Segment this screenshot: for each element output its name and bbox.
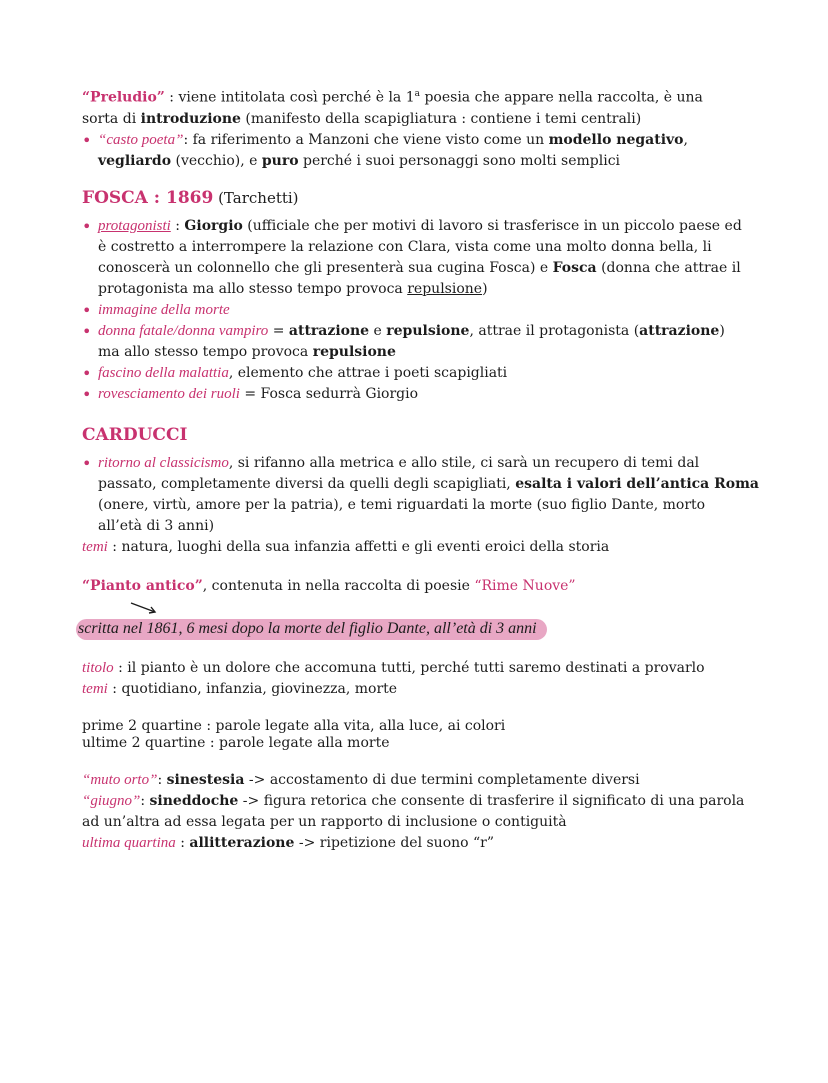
bullet-icon: •: [82, 453, 92, 473]
bold-term: Fosca: [552, 259, 597, 276]
term: ultima quartina: [82, 834, 176, 851]
text: è costretto a interrompere la relazione con Clara, vista come una molto donna bella, li: [98, 238, 712, 255]
text: (vecchio), e: [171, 152, 262, 169]
text: :: [140, 792, 150, 809]
bullet-icon: •: [82, 384, 92, 404]
carducci-heading: CARDUCCI: [82, 424, 188, 445]
bold-term: esalta i valori dell’antica Roma: [515, 475, 759, 492]
text: : natura, luoghi della sua infanzia affetti e gli eventi eroici della storia: [107, 538, 610, 555]
text: :: [157, 771, 167, 788]
term: ritorno al classicismo: [98, 454, 229, 471]
carducci-temi: [82, 537, 762, 558]
heading-text: FOSCA : 1869: [82, 187, 214, 208]
text: ,: [683, 131, 688, 148]
heading-paren: (Tarchetti): [213, 188, 299, 207]
text: conoscerà un colonnello che gli presenterà sua cugina Fosca) e: [98, 259, 553, 276]
bullet-icon: •: [82, 300, 92, 320]
text: -> accostamento di due termini completamente diversi: [244, 771, 640, 788]
text: :: [175, 834, 190, 851]
fosca-bullet-morte: [82, 300, 762, 321]
highlighted-note: scritta nel 1861, 6 mesi dopo la morte del figlio Dante, all’età di 3 anni: [76, 619, 547, 640]
poem-title: “Pianto antico”: [82, 577, 203, 594]
pianto-line: [82, 576, 762, 597]
text: (ufficiale che per motivi di lavoro si trasferisce in un piccolo paese ed: [242, 217, 742, 234]
term: temi: [82, 538, 108, 555]
text: (manifesto della scapigliatura : contiene i temi centrali): [240, 110, 642, 127]
term: rovesciamento dei ruoli: [98, 385, 240, 402]
notes-page: [78, 84, 762, 854]
quartine-line-1: prime 2 quartine : parole legate alla vita, alla luce, ai colori: [82, 717, 506, 734]
term: donna fatale/donna vampiro: [98, 322, 269, 339]
figure-giugno-cont: ad un’altra ad essa legata per un rapporto di inclusione o contiguità: [82, 813, 567, 830]
term: “giugno”: [82, 792, 141, 809]
bold-term: modello negativo: [548, 131, 684, 148]
bold-term: repulsione: [386, 322, 470, 339]
text: =: [268, 322, 289, 339]
term: “casto poeta”: [98, 131, 184, 148]
pianto-titolo: [82, 658, 762, 679]
bold-term: Giorgio: [184, 217, 243, 234]
term: fascino della malattia: [98, 364, 229, 381]
text: , contenuta in nella raccolta di poesie: [202, 577, 475, 594]
fosca-bullet-donna: [82, 321, 762, 363]
text: e: [369, 322, 387, 339]
preludio-line-2: [82, 109, 762, 130]
text: (donna che attrae il: [596, 259, 741, 276]
bold-term: sineddoche: [149, 792, 239, 809]
preludio-bullet: [82, 130, 762, 172]
text: passato, completamente diversi da quelli degli scapigliati,: [98, 475, 516, 492]
text: , si rifanno alla metrica e allo stile, ci sarà un recupero di temi dal: [228, 454, 700, 471]
text: perché i suoi personaggi sono molti semplici: [298, 152, 621, 169]
text: ): [482, 280, 488, 297]
text: : quotidiano, infanzia, giovinezza, morte: [107, 680, 398, 697]
bold-term: repulsione: [312, 343, 396, 360]
term: titolo: [82, 659, 114, 676]
highlight-row: [76, 619, 762, 640]
text: : fa riferimento a Manzoni che viene visto come un: [183, 131, 549, 148]
preludio-title: “Preludio”: [82, 89, 165, 106]
text: , elemento che attrae i poeti scapigliati: [228, 364, 508, 381]
figure-muto-orto: [82, 770, 762, 791]
carducci-bullet-classicismo: [82, 453, 762, 537]
fosca-bullet-ruoli: [82, 384, 762, 405]
text: :: [170, 217, 185, 234]
fosca-heading: [82, 186, 762, 210]
text: , attrae il protagonista (: [469, 322, 640, 339]
bold-term: puro: [261, 152, 299, 169]
superscript: a: [414, 89, 421, 99]
bold-term: vegliardo: [98, 152, 172, 169]
text: protagonista ma allo stesso tempo provoca: [98, 280, 408, 297]
term: immagine della morte: [98, 301, 230, 318]
text: -> figura retorica che consente di trasferire il significato di una parola: [238, 792, 745, 809]
term: temi: [82, 680, 108, 697]
bullet-icon: •: [82, 130, 92, 150]
preludio-line-1: [82, 84, 762, 109]
arrow-icon: [130, 601, 158, 615]
collection-name: “Rime Nuove”: [474, 577, 576, 594]
bullet-icon: •: [82, 363, 92, 383]
bullet-icon: •: [82, 321, 92, 341]
text: sorta di: [82, 110, 141, 127]
arrow-row: [82, 597, 762, 619]
term: “muto orto”: [82, 771, 158, 788]
text: -> ripetizione del suono “r”: [294, 834, 495, 851]
text: : viene intitolata così perché è la 1: [164, 89, 415, 106]
quartine-line-2: ultime 2 quartine : parole legate alla morte: [82, 734, 390, 751]
bold-term: attrazione: [639, 322, 720, 339]
underlined-term: repulsione: [407, 280, 483, 297]
pianto-temi: [82, 679, 762, 700]
text: = Fosca sedurrà Giorgio: [239, 385, 419, 402]
text: : il pianto è un dolore che accomuna tutti, perché tutti saremo destinati a provarlo: [113, 659, 705, 676]
text: ): [719, 322, 725, 339]
figure-giugno: [82, 791, 762, 812]
text: poesia che appare nella raccolta, è una: [420, 89, 703, 106]
term: protagonisti: [98, 217, 171, 234]
bullet-icon: •: [82, 216, 92, 236]
fosca-bullet-protagonisti: [82, 216, 762, 300]
bold-term: attrazione: [288, 322, 370, 339]
bold-term: introduzione: [140, 110, 241, 127]
text: ma allo stesso tempo provoca: [98, 343, 313, 360]
bold-term: sinestesia: [166, 771, 245, 788]
text: all’età di 3 anni): [98, 517, 215, 534]
text: (onere, virtù, amore per la patria), e temi riguardati la morte (suo figlio Dante, morto: [98, 496, 706, 513]
bold-term: allitterazione: [189, 834, 295, 851]
fosca-bullet-malattia: [82, 363, 762, 384]
figure-ultima-quartina: [82, 833, 762, 854]
